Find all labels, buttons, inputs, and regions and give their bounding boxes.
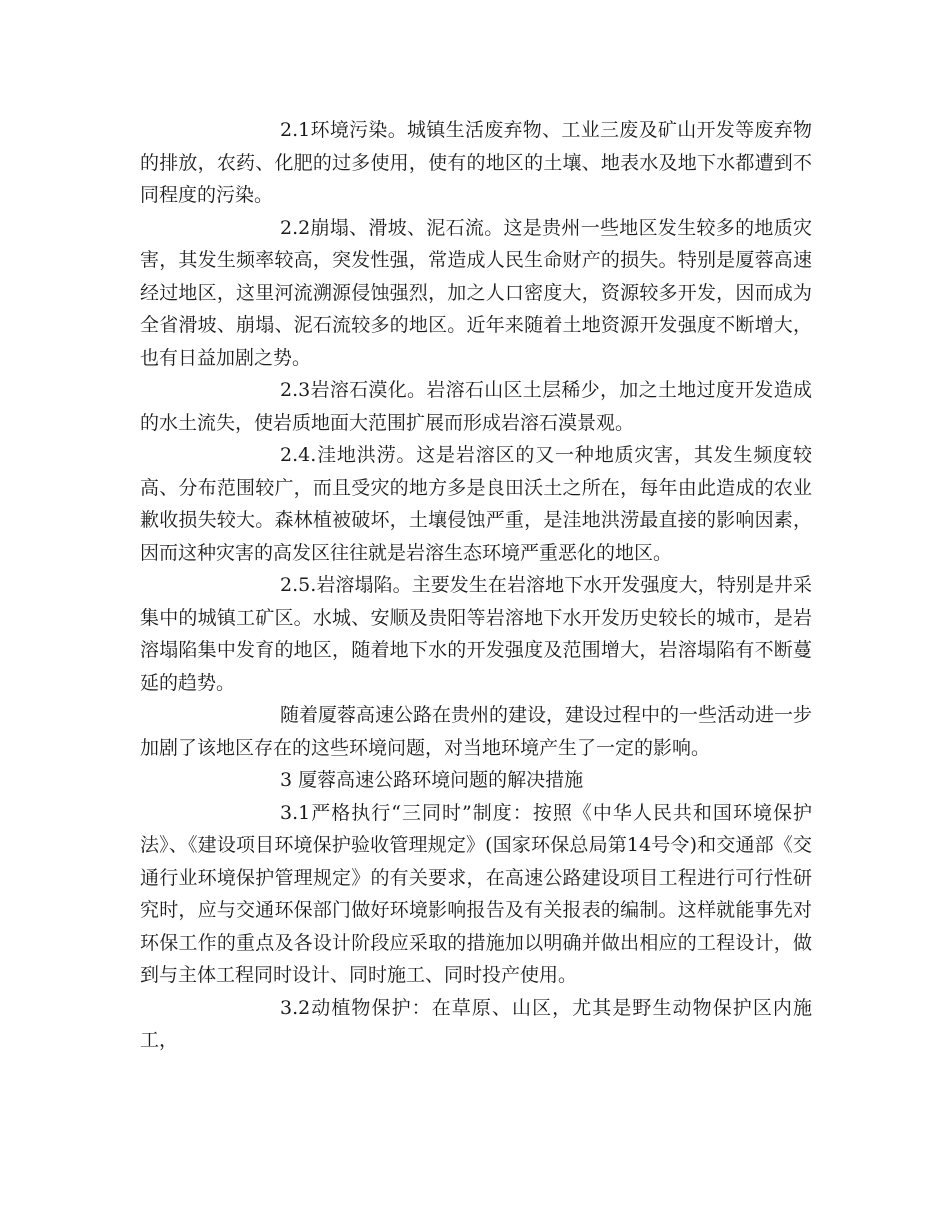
paragraph-2-1: 2.1环境污染。城镇生活废弃物、工业三废及矿山开发等废弃物的排放，农药、化肥的过多使用，使有的地区的土壤、地表水及地下水都遭到不同程度的污染。 bbox=[140, 119, 812, 206]
document-body bbox=[140, 114, 812, 1057]
paragraph-2-4: 2.4.洼地洪涝。这是岩溶区的又一种地质灾害，其发生频度较高、分布范围较广，而且受灾的地方多是良田沃土之所在，每年由此造成的农业歉收损失较大。森林植被破坏，土壤侵蚀严重，是洼地洪涝最直接的影响因素，因而这种灾害的高发区往往就是岩溶生态环境严重恶化的地区。 bbox=[140, 444, 812, 564]
paragraph-2-3: 2.3岩溶石漠化。岩溶石山区土层稀少，加之土地过度开发造成的水土流失，使岩质地面大范围扩展而形成岩溶石漠景观。 bbox=[140, 379, 812, 434]
paragraph-summary: 随着厦蓉高速公路在贵州的建设，建设过程中的一些活动进一步加剧了该地区存在的这些环境问题，对当地环境产生了一定的影响。 bbox=[140, 704, 813, 759]
section-heading: 3 厦蓉高速公路环境问题的解决措施 bbox=[280, 769, 584, 791]
paragraph-3-1: 3.1严格执行“三同时”制度：按照《中华人民共和国环境保护法》、《建设项目环境保护验收管理规定》(国家环保总局第14号令)和交通部《交通行业环境保护管理规定》的有关要求，在高速公路建设项目工程进行可行性研究时，应与交通环保部门做好环境影响报告及有关报表的编制。这样就能事先对环保工作的重点及各设计阶段应采取的措施加以明确并做出相应的工程设计，做到与主体工程同时设计、同时施工、同时投产使用。 bbox=[140, 801, 812, 986]
paragraph-3-2: 3.2动植物保护：在草原、山区，尤其是野生动物保护区内施工， bbox=[140, 996, 812, 1051]
paragraph-2-2: 2.2崩塌、滑坡、泥石流。这是贵州一些地区发生较多的地质灾害，其发生频率较高，突发性强，常造成人民生命财产的损失。特别是厦蓉高速经过地区，这里河流溯源侵蚀强烈，加之人口密度大，资源较多开发，因而成为全省滑坡、崩塌、泥石流较多的地区。近年来随着土地资源开发强度不断增大，也有日益加剧之势。 bbox=[140, 216, 812, 369]
paragraph-2-5: 2.5.岩溶塌陷。主要发生在岩溶地下水开发强度大，特别是井采集中的城镇工矿区。水城、安顺及贵阳等岩溶地下水开发历史较长的城市，是岩溶塌陷集中发育的地区，随着地下水的开发强度及范围增大，岩溶塌陷有不断蔓延的趋势。 bbox=[140, 574, 812, 694]
